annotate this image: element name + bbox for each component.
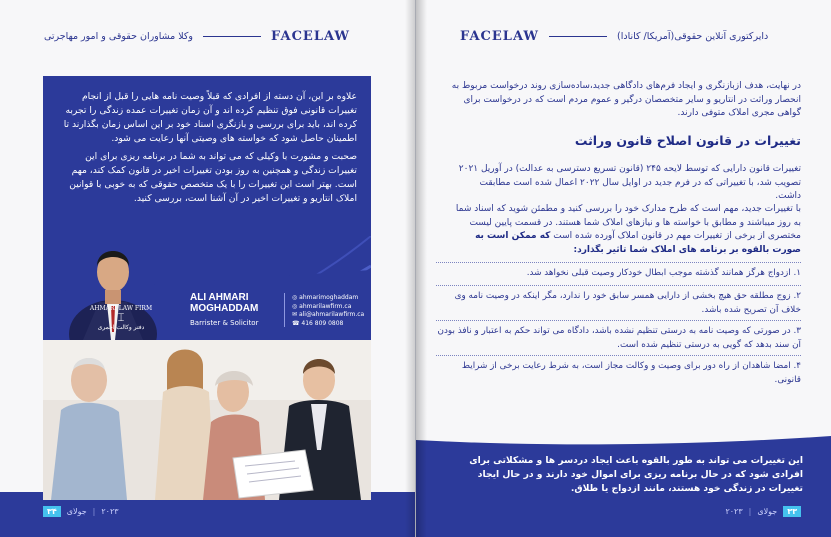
- left-folio-bar: |: [92, 507, 96, 516]
- contact-website-text: ahmarilawfirm.ca: [299, 302, 352, 310]
- ad-text: [57, 90, 357, 210]
- paragraph-2-emphasis: که ممکن است به صورت بالقوه بر برنامه های املاک شما تاثیر بگذارد:: [475, 231, 801, 255]
- pillar-icon: ⌶: [117, 311, 125, 324]
- left-folio-label: جولای: [66, 507, 87, 516]
- right-header-brand: FACELAW: [460, 28, 539, 44]
- book-gutter: [405, 0, 427, 537]
- family-consultation-photo: [43, 340, 371, 500]
- contact-email-text: ali@ahmarilawfirm.ca: [298, 311, 365, 318]
- left-header: [44, 26, 374, 46]
- lawyer-name-line-2: MOGHADDAM: [190, 303, 259, 314]
- right-folio: [725, 506, 801, 517]
- header-rule: [549, 36, 607, 37]
- ad-paragraph-1: علاوه بر این، آن دسته از افرادی که قبلاً وصیت نامه هایی را قبل از انجام تغییرات قانونی فوق تنظیم کرده اند و آن زمان تغییرات عمده زندگی را تجربه کرده اند، باید برای بررسی و بازنگری اسناد خود بر این اساس زمان بگذارند تا اطمینان حاصل شود که خواسته های وصیتی آنها رعایت می شود.: [63, 91, 357, 144]
- right-page: [416, 0, 831, 537]
- contact-phone-text: 416 809 0808: [301, 319, 344, 327]
- list-separator: [436, 320, 801, 321]
- section-title: تغییرات در قانون اصلاح قانون وراثت: [574, 133, 801, 148]
- list-separator: [436, 262, 801, 263]
- ad-paragraph-2: صحبت و مشورت با وکیلی که می تواند به شما در برنامه ریزی برای این تغییرات زندگی و همچنین به روز بودن تغییرات اخیر در قانون کمک کند، مهم است. بهتر است این تغییرات را با یک متخصص حقوقی که به خوبی با قوانین املاک انتاریو و تغییرات اخیر در آن آشنا است، بررسی کنید.: [69, 151, 357, 204]
- right-folio-date: ۲۰۲۳: [725, 507, 743, 516]
- card-divider: [284, 293, 285, 327]
- right-header-subtitle: دایرکتوری آنلاین حقوقی(آمریکا/ کانادا): [617, 30, 769, 42]
- right-folio-bar: |: [748, 507, 752, 516]
- list-separator: [436, 355, 801, 356]
- list-item: ۴. امضا شاهدان از راه دور برای وصیت و وکالت مجاز است، به شرط رعایت برخی از شرایط قانونی.: [461, 361, 801, 385]
- website-contact[interactable]: ◎ ahmarilawfirm.ca: [292, 302, 352, 310]
- left-header-brand: FACELAW: [271, 28, 351, 44]
- phone-contact[interactable]: ☎ 416 809 0808: [292, 319, 344, 327]
- lawyer-name-line-1: ALI AHMARI: [190, 292, 249, 303]
- lawyer-contacts: [292, 294, 364, 328]
- list-separator: [436, 285, 801, 286]
- list-item: ۱. ازدواج هرگز همانند گذشته موجب ابطال خودکار وصیت قبلی نخواهد شد.: [526, 268, 801, 278]
- paragraph-2: [451, 203, 801, 257]
- email-contact[interactable]: ✉ ali@ahmarilawfirm.ca: [292, 311, 365, 318]
- left-header-subtitle: وکلا مشاوران حقوقی و امور مهاجرتی: [44, 30, 194, 42]
- contact-instagram-text: ahmarimoghaddam: [299, 294, 359, 301]
- header-rule: [203, 36, 261, 37]
- firm-name-fa: دفتر وکالت احمری: [97, 324, 145, 331]
- left-folio-date: ۲۰۲۳: [101, 507, 119, 516]
- right-folio-label: جولای: [757, 507, 778, 516]
- list-item: ۲. زوج مطلقه حق هیچ بخشی از دارایی همسر سابق خود را ندارد، مگر اینکه در وصیت نامه وی خلاف آن تصریح شده باشد.: [454, 291, 801, 315]
- paragraph-1: تغییرات قانون دارایی که توسط لایحه ۲۴۵ (قانون تسریع دسترسی به عدالت) در آوریل ۲۰۲۱ تصویب شد، با تغییراتی که در فرم جدید در اوایل سال ۲۰۲۲ اعمال شده است مطابقت داشت.: [458, 164, 801, 201]
- instagram-contact[interactable]: ◎ ahmarimoghaddam: [292, 294, 359, 301]
- intro-paragraph: در نهایت، هدف ازبازنگری و ایجاد فرم‌های دادگاهی جدید،ساده‌سازی روند درخواست مربوط به انحصار وراثت در انتاریو و سایر متخصصان درگیر و عموم مردم است که در درخواست برای گواهی مجری املاک متوفی دارند.: [451, 81, 801, 118]
- paragraph-2-text: با تغییرات جدید، مهم است که طرح مدارک خود را بررسی کنید و مطمئن شوید که اسناد شما به روز میباشند و مطابق با خواسته ها و نیازهای املاک شما هستند. در قسمت پایین لیست مختصری از برخی از تغییرات مهم در قانون املاک آورده شده است: [455, 204, 801, 241]
- left-page: [0, 0, 415, 537]
- left-page-number: ۳۴: [43, 506, 61, 517]
- right-page-number: ۳۳: [783, 506, 801, 517]
- left-folio: [43, 506, 119, 517]
- firm-logo: [85, 305, 157, 331]
- firm-name: AHMARI LAW FIRM: [89, 305, 153, 312]
- footer-paragraph: این تغییرات می تواند به طور بالقوه باعث ایجاد دردسر ها و مشکلاتی برای افرادی شود که در حال برنامه ریزی برای اموال خود دارند و در حال ایجاد تغییرات در زندگی خود هستند، مانند ازدواج یا طلاق.: [469, 455, 803, 494]
- right-header: [460, 26, 800, 46]
- lawyer-title: Barrister & Solicitor: [190, 319, 259, 327]
- lawyer-name: [190, 292, 258, 314]
- list-item: ۳. در صورتی که وصیت نامه به درستی تنظیم نشده باشد، دادگاه می تواند حکم به اعتبار و نافذ بودن آن سند بدهد که گویی به درستی تنظیم شده است.: [437, 326, 801, 350]
